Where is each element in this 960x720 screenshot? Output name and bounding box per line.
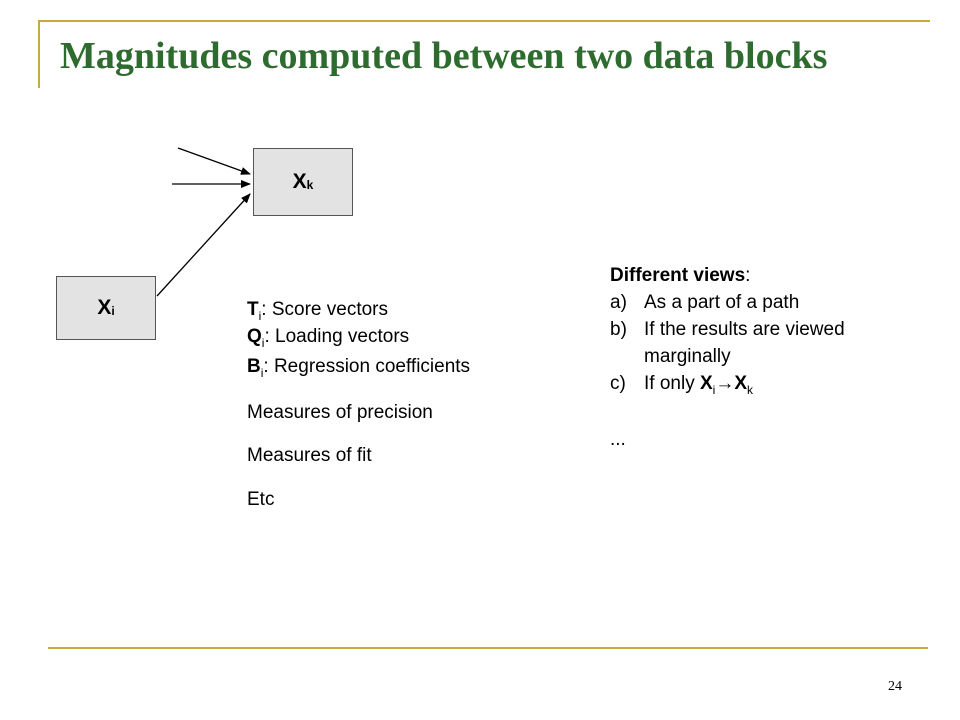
block-xk-label: X <box>292 170 307 193</box>
view-c-label: c) <box>610 373 626 394</box>
block-xi-subscript: i <box>111 304 115 318</box>
etc-text: Etc <box>247 489 275 510</box>
loading-vectors-line <box>247 324 409 356</box>
view-b-text-continued: marginally <box>644 346 731 367</box>
page-title: Magnitudes computed between two data blocks <box>60 35 828 77</box>
loading-text: : Loading vectors <box>264 326 410 347</box>
score-symbol: T <box>247 299 259 320</box>
loading-subscript: i <box>261 335 265 350</box>
views-heading-colon: : <box>745 265 751 286</box>
view-c-x1: X <box>699 373 713 394</box>
arrow-xi-to-xk <box>157 194 250 296</box>
score-text: : Score vectors <box>261 299 388 320</box>
view-c-text: If only <box>644 373 700 394</box>
measures-of-fit: Measures of fit <box>247 445 372 466</box>
view-c <box>610 370 845 404</box>
view-c-arrow: → <box>715 373 735 394</box>
block-xk <box>253 148 353 216</box>
regression-symbol: B <box>247 356 261 377</box>
block-xi-label: X <box>97 296 112 319</box>
view-a <box>610 289 845 316</box>
view-c-x2: X <box>734 373 748 394</box>
view-b-text: If the results are viewed <box>644 319 845 340</box>
arrow-incoming-1 <box>178 148 250 174</box>
view-a-label: a) <box>610 292 627 313</box>
views-ellipsis: ... <box>610 428 626 450</box>
view-b <box>610 316 845 370</box>
score-subscript: i <box>258 308 262 323</box>
view-c-s1: i <box>712 382 716 397</box>
block-xk-subscript: k <box>306 178 314 192</box>
regression-subscript: i <box>260 365 264 380</box>
loading-symbol: Q <box>247 326 262 347</box>
views-heading-row <box>610 262 845 289</box>
views-heading: Different views <box>610 265 746 286</box>
different-views-list <box>610 262 845 453</box>
measures-of-precision: Measures of precision <box>247 402 433 423</box>
view-c-s2: k <box>747 382 754 397</box>
block-xi <box>56 276 156 340</box>
regression-coefficients-line <box>247 354 470 386</box>
page-number: 24 <box>888 679 902 694</box>
view-b-label: b) <box>610 319 627 340</box>
view-a-text: As a part of a path <box>644 292 800 313</box>
regression-text: : Regression coefficients <box>263 356 471 377</box>
